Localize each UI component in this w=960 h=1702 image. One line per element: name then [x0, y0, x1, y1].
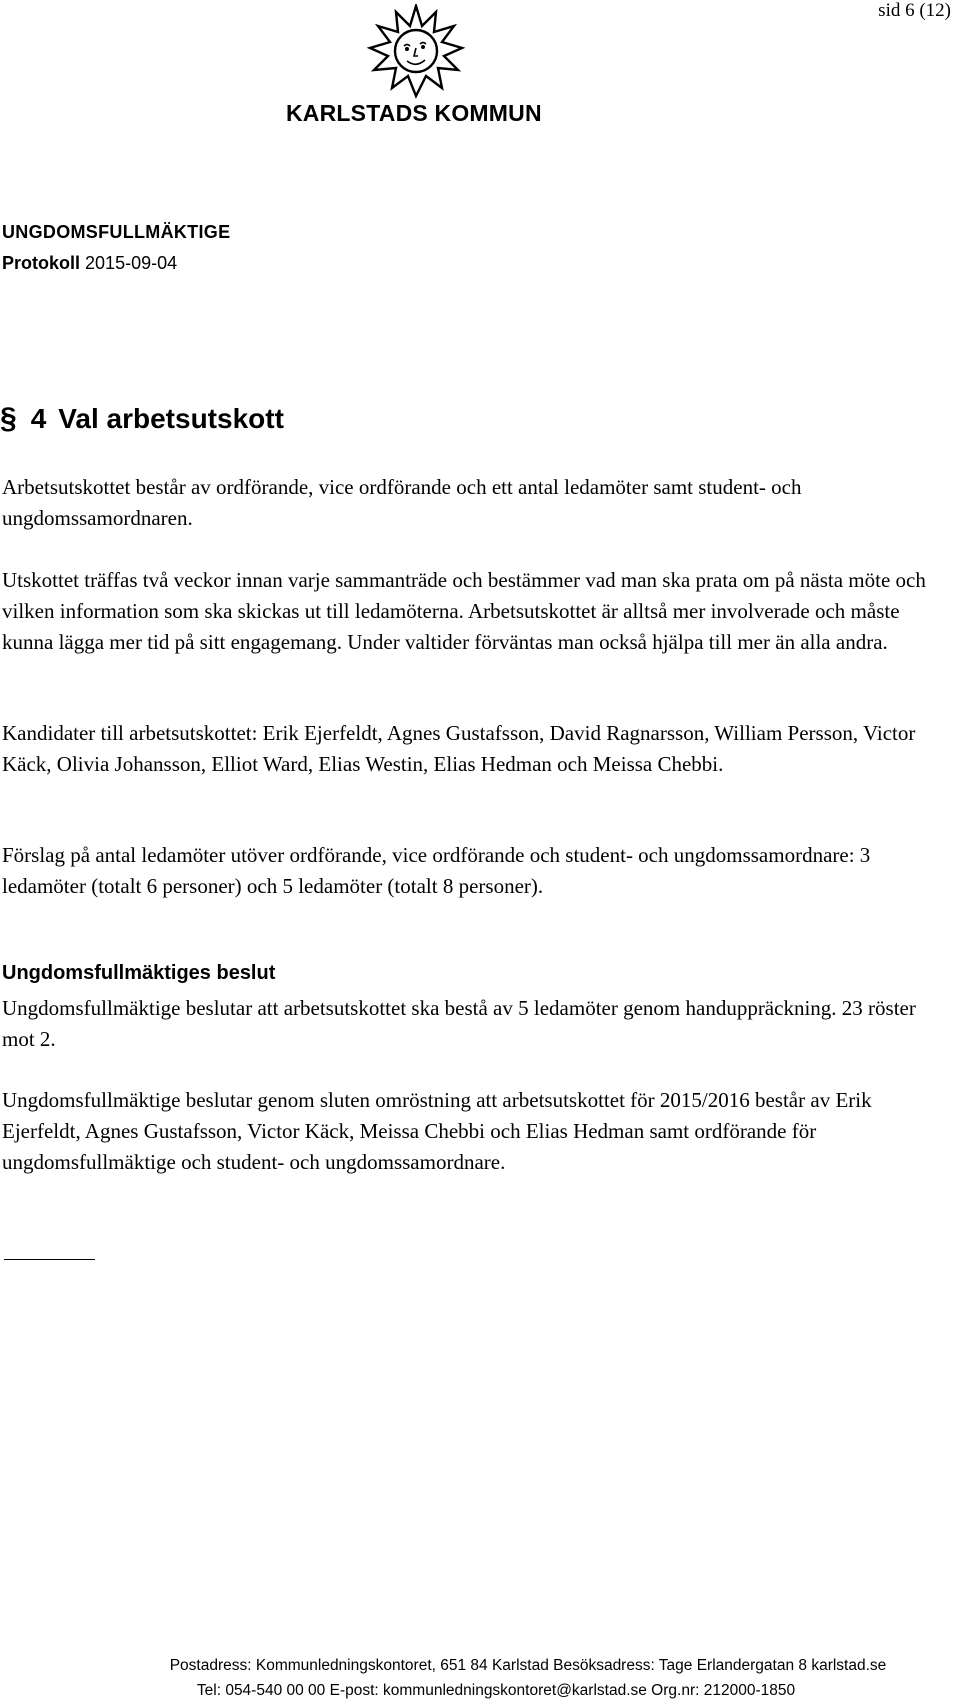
footer-address: Postadress: Kommunledningskontoret, 651 84 Karlstad Besöksadress: Tage Erlandergatan 8 karlstad.se: [169, 1657, 887, 1674]
karlstads-kommun-logo: [286, 4, 546, 124]
section-heading: [0, 402, 284, 436]
decision-paragraph-1: [2, 993, 932, 1055]
page-number: sid 6 (12): [878, 0, 951, 21]
paragraph-composition: [2, 472, 932, 534]
protocol-date: 2015-09-04: [85, 253, 178, 273]
paragraph-text: Ungdomsfullmäktige beslutar genom sluten omröstning att arbetsutskottet för 2015/2016 består av Erik Ejerfeldt, Agnes Gustafsson, Victor Käck, Meissa Chebbi och Elias Hedman samt ordförande för ungdomsfullmäktige och student- och ungdomssamordnare.: [2, 1088, 872, 1174]
section-number: 4: [30, 403, 47, 434]
footer-contact: Tel: 054-540 00 00 E-post: kommunledningskontoret@karlstad.se Org.nr: 212000-1850: [196, 1682, 796, 1699]
paragraph-text: Utskottet träffas två veckor innan varje sammanträde och bestämmer vad man ska prata om på nästa möte och vilken information som ska skickas ut till ledamöterna. Arbetsutskottet är alltså mer involverade och måste kunna lägga mer tid på sitt engagemang. Under valtider förväntas man också hjälpa till mer än alla andra.: [2, 568, 926, 654]
decision-heading: Ungdomsfullmäktiges beslut: [2, 962, 276, 984]
sun-icon: [366, 4, 466, 102]
logo-text: KARLSTADS KOMMUN: [286, 100, 542, 126]
paragraph-candidates: [2, 718, 932, 780]
paragraph-text: Arbetsutskottet består av ordförande, vice ordförande och ett antal ledamöter samt student- och ungdomssamordnaren.: [2, 475, 802, 530]
paragraph-text: Ungdomsfullmäktige beslutar att arbetsutskottet ska bestå av 5 ledamöter genom handuppräckning. 23 röster mot 2.: [2, 996, 916, 1051]
paragraph-text: Kandidater till arbetsutskottet: Erik Ejerfeldt, Agnes Gustafsson, David Ragnarsson, William Persson, Victor Käck, Olivia Johansson, Elliot Ward, Elias Westin, Elias Hedman och Meissa Chebbi.: [2, 721, 916, 776]
section-title: Val arbetsutskott: [58, 403, 284, 434]
footnote-divider: [4, 1259, 95, 1260]
paragraph-meetings: [2, 565, 932, 658]
paragraph-sign: §: [0, 402, 17, 435]
protocol-label: Protokoll: [2, 253, 81, 273]
paragraph-proposal: [2, 840, 932, 902]
decision-paragraph-2: [2, 1085, 932, 1178]
protocol-line: [2, 253, 177, 274]
paragraph-text: Förslag på antal ledamöter utöver ordförande, vice ordförande och student- och ungdomssamordnare: 3 ledamöter (totalt 6 personer) och 5 ledamöter (totalt 8 personer).: [2, 843, 871, 898]
organization-name: UNGDOMSFULLMÄKTIGE: [2, 222, 231, 242]
